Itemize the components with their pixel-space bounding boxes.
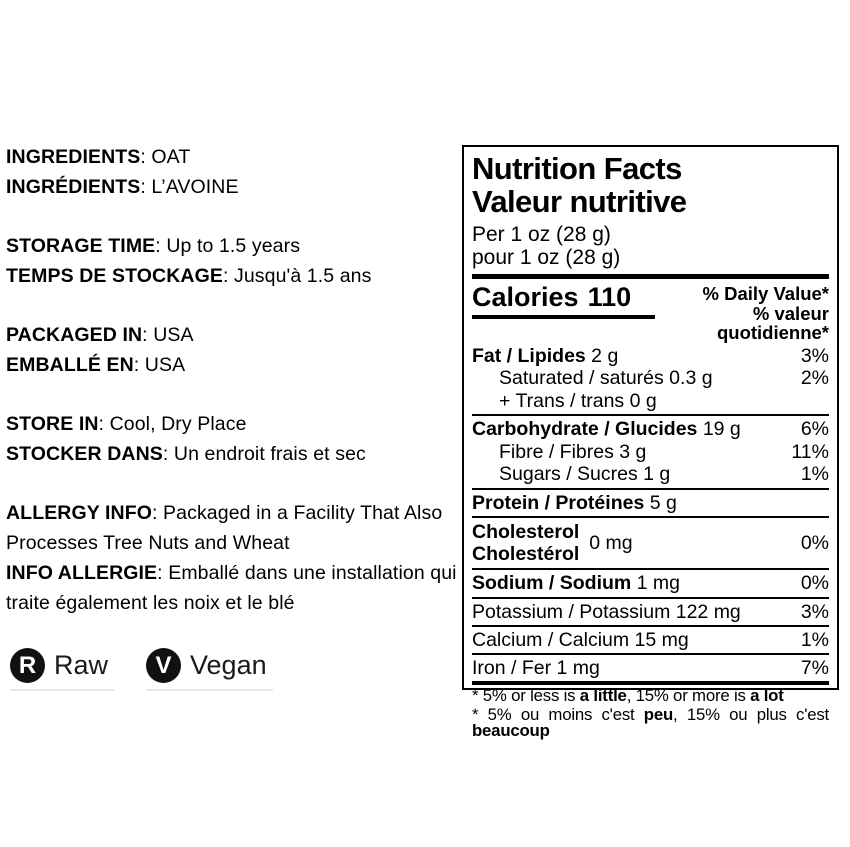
thick-divider xyxy=(472,681,829,685)
divider xyxy=(472,414,829,416)
storage-time-group xyxy=(6,231,458,291)
cholesterol-name-fr: Cholestérol xyxy=(472,543,580,565)
sugars-amount: Sugars / Sucres 1 g xyxy=(499,463,671,485)
divider xyxy=(472,568,829,570)
allergy-info-value-fr: : Emballé dans une installation qui traite également les noix et le blé xyxy=(6,562,457,614)
trans-fat-amount: + Trans / trans 0 g xyxy=(499,389,657,412)
saturated-fat-dv: 2% xyxy=(800,367,829,389)
ingredients-line-en xyxy=(6,142,458,172)
thick-divider xyxy=(472,274,829,279)
iron-amount: Iron / Fer 1 mg xyxy=(472,656,600,679)
calcium-amount: Calcium / Calcium 15 mg xyxy=(472,628,689,651)
protein-amount: 5 g xyxy=(644,491,677,514)
protein-name: Protein / Protéines xyxy=(472,491,645,514)
divider xyxy=(472,625,829,627)
ingredients-value-en: : OAT xyxy=(140,146,191,168)
product-info-column xyxy=(6,142,458,647)
calories-label: Calories xyxy=(472,282,579,312)
allergy-info-label-en: ALLERGY INFO xyxy=(6,502,153,524)
store-in-group xyxy=(6,409,458,469)
packaged-in-label-fr: EMBALLÉ EN xyxy=(6,354,134,376)
fibre-dv: 11% xyxy=(791,440,829,463)
raw-icon xyxy=(10,648,45,683)
storage-time-label-fr: TEMPS DE STOCKAGE xyxy=(6,265,223,287)
calories-number: 110 xyxy=(587,282,632,312)
raw-icon-letter: R xyxy=(18,651,37,679)
raw-badge-label: Raw xyxy=(54,650,109,680)
footnote-en: * 5% or less is a little, 15% or more is a lot xyxy=(472,686,784,705)
sodium-amount: 1 mg xyxy=(631,572,681,594)
daily-value-header xyxy=(655,282,829,343)
fat-dv: 3% xyxy=(800,344,829,367)
vegan-badge xyxy=(146,646,273,691)
packaged-in-value-fr: : USA xyxy=(133,354,186,376)
store-in-value-en: : Cool, Dry Place xyxy=(98,413,247,435)
cholesterol-row xyxy=(472,520,829,566)
potassium-dv: 3% xyxy=(800,600,829,623)
carbohydrate-amount: 19 g xyxy=(697,418,741,440)
fibre-row xyxy=(472,441,829,464)
divider xyxy=(472,516,829,518)
ingredients-line-fr xyxy=(6,172,458,202)
carbohydrate-name: Carbohydrate / Glucides xyxy=(472,418,698,440)
trans-fat-row xyxy=(472,390,829,413)
fat-amount: 2 g xyxy=(585,344,619,367)
iron-dv: 7% xyxy=(800,656,829,679)
potassium-amount: Potassium / Potassium 122 mg xyxy=(472,600,741,623)
packaged-in-line-en xyxy=(6,320,458,350)
divider xyxy=(472,653,829,655)
daily-value-header-en: % Daily Value* xyxy=(702,283,829,304)
saturated-fat-amount: Saturated / saturés 0.3 g xyxy=(499,367,713,389)
nutrition-facts-title-fr: Valeur nutritive xyxy=(472,184,687,219)
calcium-dv: 1% xyxy=(800,628,829,651)
nutrition-facts-panel xyxy=(462,145,839,740)
fat-name: Fat / Lipides xyxy=(472,344,586,367)
sugars-dv: 1% xyxy=(800,463,829,485)
iron-row xyxy=(472,657,829,680)
allergy-info-line-en xyxy=(6,498,458,558)
ingredients-value-fr: : L’AVOINE xyxy=(140,176,239,198)
cholesterol-amount: 0 mg xyxy=(589,532,633,554)
store-in-label-en: STORE IN xyxy=(6,413,99,435)
diet-badges xyxy=(10,646,273,691)
raw-badge xyxy=(10,646,114,691)
storage-time-label-en: STORAGE TIME xyxy=(6,235,156,257)
packaged-in-group xyxy=(6,320,458,380)
storage-time-value-en: : Up to 1.5 years xyxy=(155,235,301,257)
cholesterol-name-en: Cholesterol xyxy=(472,521,580,543)
serving-size-fr: pour 1 oz (28 g) xyxy=(472,246,621,269)
fat-row xyxy=(472,345,829,368)
daily-value-header-fr: % valeur quotidienne* xyxy=(716,302,829,343)
sodium-row xyxy=(472,572,829,595)
vegan-icon xyxy=(146,648,181,683)
vegan-badge-label: Vegan xyxy=(190,650,267,680)
fibre-amount: Fibre / Fibres 3 g xyxy=(499,440,647,463)
carbohydrate-row xyxy=(472,418,829,441)
ingredients-label-en: INGREDIENTS xyxy=(6,146,141,168)
nutrition-facts-title-en: Nutrition Facts xyxy=(472,151,682,186)
packaged-in-label-en: PACKAGED IN xyxy=(6,324,143,346)
cholesterol-dv: 0% xyxy=(800,532,829,554)
packaged-in-line-fr xyxy=(6,350,458,380)
ingredients-label-fr: INGRÉDIENTS xyxy=(6,176,141,198)
storage-time-line-fr xyxy=(6,261,458,291)
allergy-info-line-fr xyxy=(6,558,458,618)
sodium-dv: 0% xyxy=(800,572,829,594)
saturated-fat-row xyxy=(472,367,829,390)
store-in-line-fr xyxy=(6,439,458,469)
serving-size-en: Per 1 oz (28 g) xyxy=(472,223,611,246)
divider xyxy=(472,488,829,490)
storage-time-value-fr: : Jusqu'à 1.5 ans xyxy=(222,265,372,287)
divider xyxy=(472,597,829,599)
store-in-value-fr: : Un endroit frais et sec xyxy=(162,443,366,465)
ingredients-group xyxy=(6,142,458,202)
storage-time-line-en xyxy=(6,231,458,261)
allergy-info-group xyxy=(6,498,458,618)
footnote-fr: * 5% ou moins c'est peu, 15% ou plus c'est beaucoup xyxy=(472,705,829,740)
store-in-line-en xyxy=(6,409,458,439)
vegan-icon-letter: V xyxy=(155,651,172,679)
carbohydrate-dv: 6% xyxy=(800,418,829,440)
calcium-row xyxy=(472,629,829,652)
allergy-info-value-en: : Packaged in a Facility That Also Processes Tree Nuts and Wheat xyxy=(6,502,443,554)
potassium-row xyxy=(472,601,829,624)
sugars-row xyxy=(472,463,829,486)
store-in-label-fr: STOCKER DANS xyxy=(6,443,163,465)
calories-row xyxy=(472,282,829,343)
calories-value xyxy=(472,282,655,319)
protein-row xyxy=(472,492,829,515)
packaged-in-value-en: : USA xyxy=(142,324,194,346)
sodium-name: Sodium / Sodium xyxy=(472,572,632,594)
allergy-info-label-fr: INFO ALLERGIE xyxy=(6,562,158,584)
